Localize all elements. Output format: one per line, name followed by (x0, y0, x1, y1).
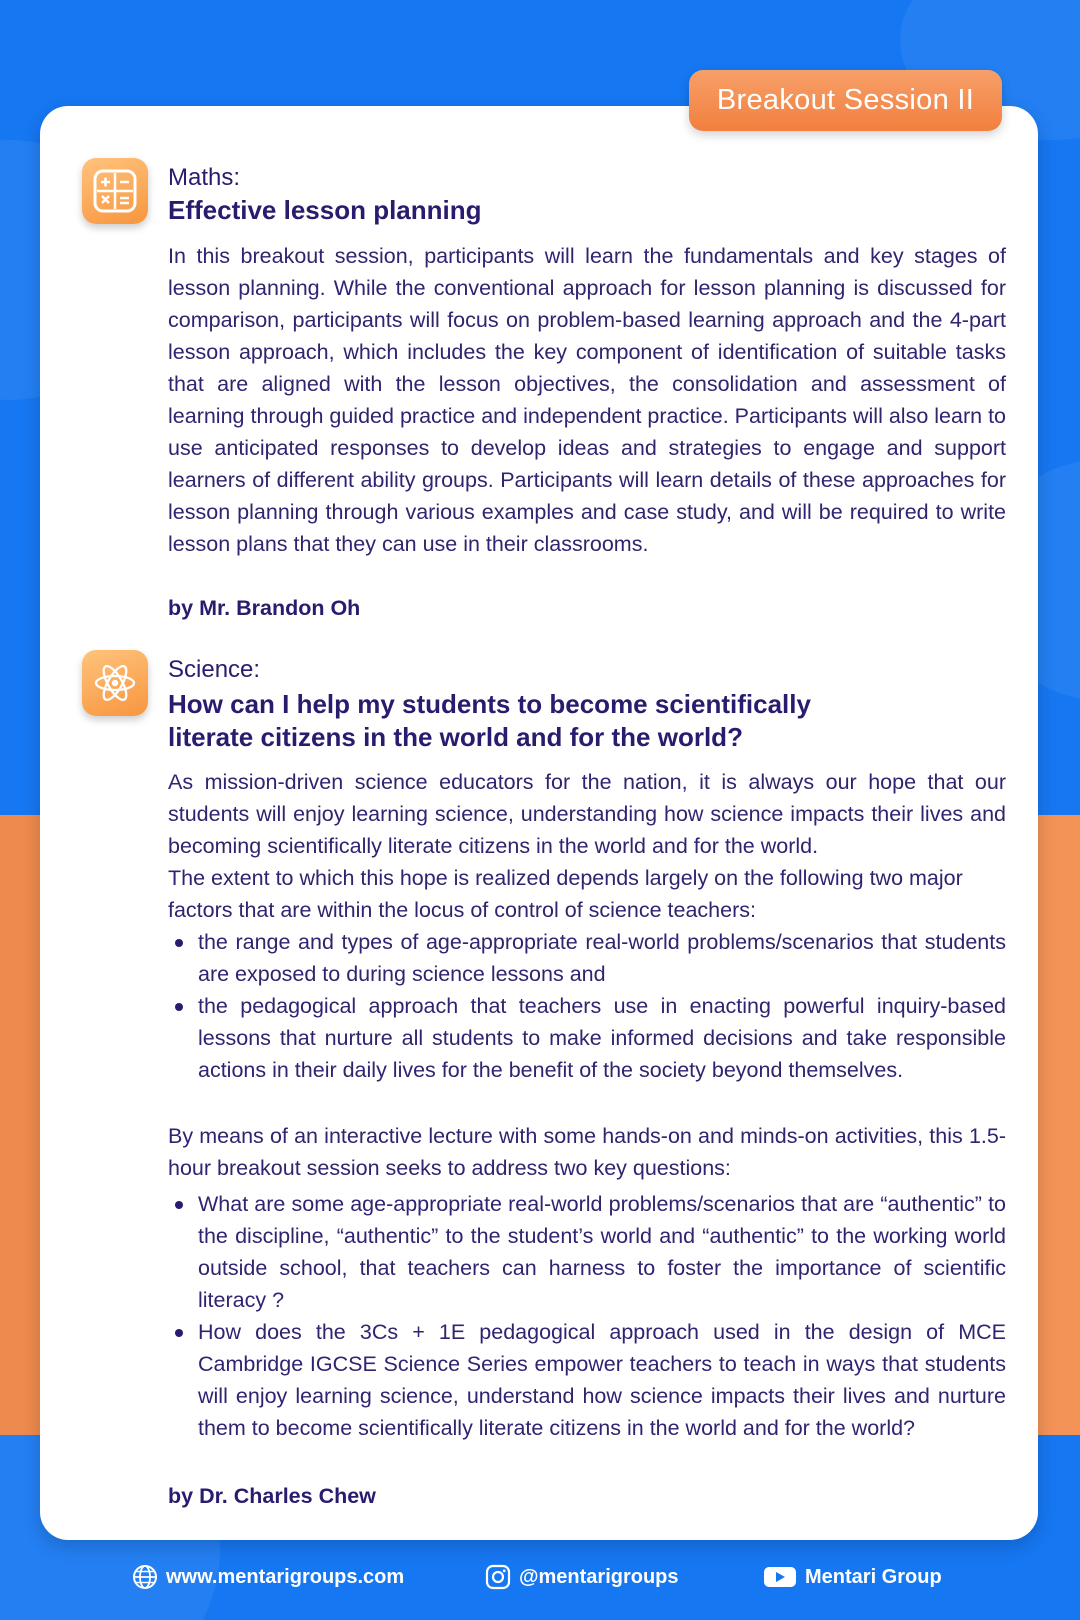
science-means: By means of an interactive lecture with some hands-on and minds-on activities, this 1.5-hour breakout session seeks to address two key questions: (168, 1124, 1006, 1180)
instagram-text: @mentarigroups (519, 1565, 679, 1588)
website-text: www.mentarigroups.com (166, 1565, 405, 1588)
science-intro: As mission-driven science educators for the nation, it is always our hope that our students will enjoy learning science, understanding how science impacts their lives and becoming scientifically literate citizens in the world and for the world. (168, 770, 1006, 858)
footer (0, 1560, 1080, 1594)
science-title (168, 688, 948, 754)
atom-icon (82, 650, 148, 716)
youtube-icon (763, 1565, 797, 1589)
questions-list (168, 1188, 1006, 1444)
list-item: the range and types of age-appropriate real-world problems/scenarios that students are exposed to during science lessons and (168, 926, 1006, 990)
list-item: What are some age-appropriate real-world problems/scenarios that are “authentic” to the discipline, “authentic” to the student’s world and “authentic” to the working world outside school, that teachers can harness to foster the importance of scientific literacy ? (168, 1188, 1006, 1316)
science-intro2: The extent to which this hope is realized depends largely on the following two major factors that are within the locus of control of science teachers: (168, 866, 963, 922)
maths-byline: by Mr. Brandon Oh (168, 596, 361, 620)
content-card (40, 106, 1038, 1540)
science-byline: by Dr. Charles Chew (168, 1484, 376, 1508)
youtube-text: Mentari Group (805, 1565, 942, 1588)
list-item: How does the 3Cs + 1E pedagogical approach used in the design of MCE Cambridge IGCSE Science Series empower teachers to teach in ways that students will enjoy learning science, understand how science impacts their lives and nurture them to become scientifically literate citizens in the world and for the world? (168, 1316, 1006, 1444)
calculator-icon (82, 158, 148, 224)
maths-subject: Maths: (168, 164, 241, 191)
factors-list (168, 926, 1006, 1086)
science-subject: Science: (168, 656, 261, 683)
session-badge: Breakout Session II (689, 70, 1002, 131)
list-item: the pedagogical approach that teachers use in enacting powerful inquiry-based lessons that nurture all students to make informed decisions and take responsible actions in their daily lives for the benefit of the society beyond themselves. (168, 990, 1006, 1086)
science-title-line2: literate citizens in the world and for the world? (168, 722, 743, 752)
maths-title: Effective lesson planning (168, 195, 482, 225)
instagram-icon (485, 1564, 511, 1590)
youtube-link[interactable] (763, 1560, 942, 1594)
globe-icon (132, 1564, 158, 1590)
maths-description: In this breakout session, participants will learn the fundamentals and key stages of lesson planning. While the conventional approach for lesson planning is discussed for comparison, participants will focus on problem-based learning approach and the 4-part lesson approach, which includes the key component of identification of suitable tasks that are aligned with the lesson objectives, the consolidation and assessment of learning through guided practice and independent practice. Participants will also learn to use anticipated responses to develop ideas and strategies to engage and support learners of different ability groups. Participants will learn details of these approaches for lesson planning through various examples and case study, and will be required to write lesson plans that they can use in their classrooms. (168, 244, 1006, 556)
instagram-link[interactable] (485, 1560, 679, 1594)
science-title-line1: How can I help my students to become scientifically (168, 689, 811, 719)
website-link[interactable] (132, 1560, 404, 1594)
